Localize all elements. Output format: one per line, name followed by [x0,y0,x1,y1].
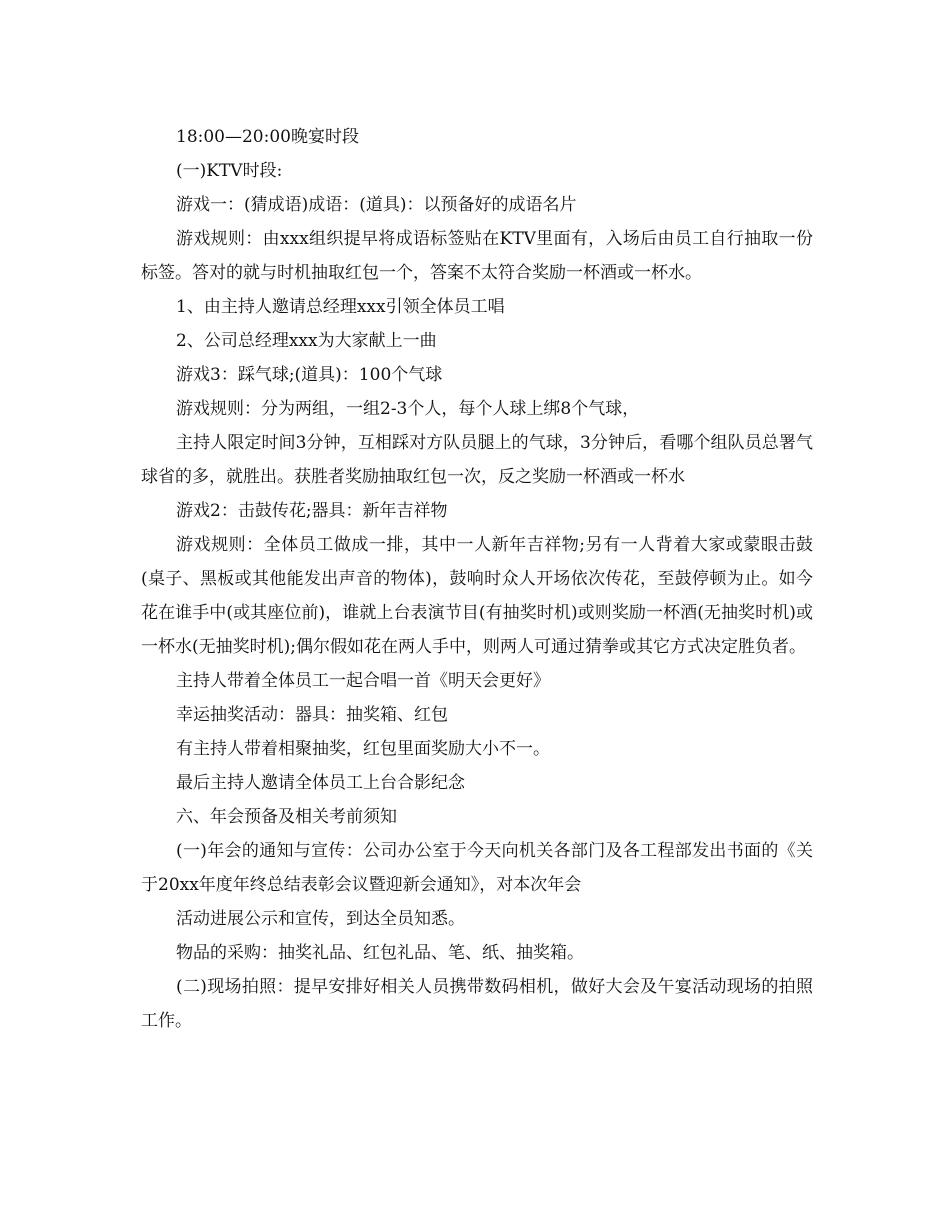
paragraph-game-two-rules: 游戏规则：全体员工做成一排，其中一人新年吉祥物;另有一人背着大家或蒙眼击鼓(桌子、黑板或其他能发出声音的物体)，鼓响时众人开场依次传花，至鼓停顿为止。如今花在谁手中(或其座位前)，谁就上台表演节目(有抽奖时机)或则奖励一杯酒(无抽奖时机)或一杯水(无抽奖时机);偶尔假如花在两人手中，则两人可通过猜拳或其它方式决定胜负者。 [141,535,813,657]
paragraph-lucky-draw-detail: 有主持人带着相聚抽奖，红包里面奖励大小不一。 [176,739,550,759]
paragraph-game-one-title: 游戏一：(猜成语)成语：(道具)：以预备好的成语名片 [176,195,577,215]
paragraph-notice-continued: 活动进展公示和宣传，到达全员知悉。 [176,909,465,929]
paragraph-banquet-time: 18:00—20:00晚宴时段 [176,127,359,147]
paragraph-procurement: 物品的采购：抽奖礼品、红包礼品、笔、纸、抽奖箱。 [176,943,584,963]
paragraph-game-one-rules: 游戏规则：由xxx组织提早将成语标签贴在KTV里面有，入场后由员工自行抽取一份标签。答对的就与时机抽取红包一个，答案不太符合奖励一杯酒或一杯水。 [141,229,813,283]
paragraph-lucky-draw: 幸运抽奖活动：器具：抽奖箱、红包 [176,705,448,725]
paragraph-group-photo: 最后主持人邀请全体员工上台合影纪念 [176,773,465,793]
document-body [141,120,813,1038]
paragraph-game-three-rules: 游戏规则：分为两组，一组2-3个人，每个人球上绑8个气球， [176,399,640,419]
section-heading-preparation: 六、年会预备及相关考前须知 [176,807,397,827]
paragraph-item-1: 1、由主持人邀请总经理xxx引领全体员工唱 [176,297,505,317]
paragraph-notice: (一)年会的通知与宣传：公司办公室于今天向机关各部门及各工程部发出书面的《关于20xx年度年终总结表彰会议暨迎新会通知》，对本次年会 [141,841,813,895]
paragraph-item-2: 2、公司总经理xxx为大家献上一曲 [176,331,437,351]
paragraph-game-three-detail: 主持人限定时间3分钟，互相踩对方队员腿上的气球，3分钟后，看哪个组队员总署气球省的多，就胜出。获胜者奖励抽取红包一次，反之奖励一杯酒或一杯水 [141,433,813,487]
paragraph-game-two-title: 游戏2：击鼓传花;器具：新年吉祥物 [176,501,448,521]
paragraph-ktv-section: (一)KTV时段: [176,161,283,181]
paragraph-chorus: 主持人带着全体员工一起合唱一首《明天会更好》 [176,671,550,691]
paragraph-photography: (二)现场拍照：提早安排好相关人员携带数码相机，做好大会及午宴活动现场的拍照工作。 [141,977,813,1031]
paragraph-game-three-title: 游戏3：踩气球;(道具)：100个气球 [176,365,443,385]
